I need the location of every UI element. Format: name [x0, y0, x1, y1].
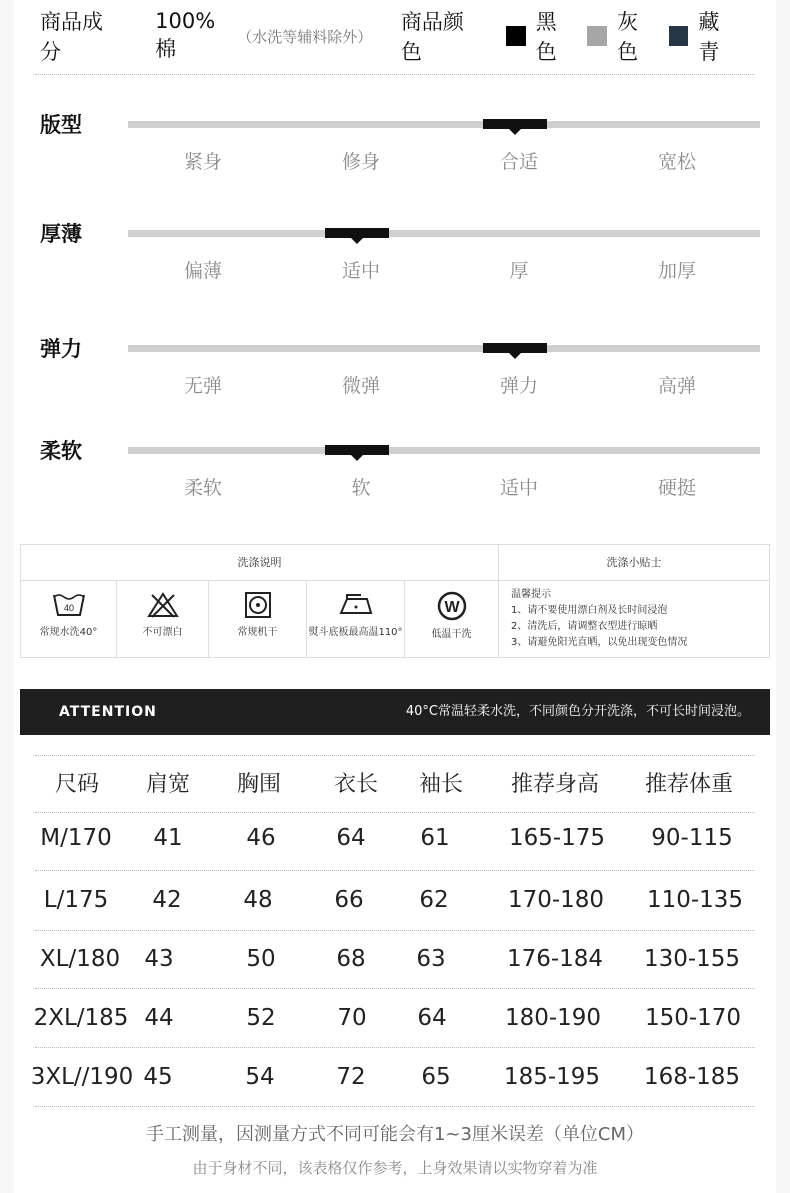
- divider: [35, 988, 755, 989]
- size-cell: XL/180: [39, 946, 121, 972]
- color-name-gray: 灰色: [617, 10, 639, 64]
- attribute-option: 柔软: [183, 477, 222, 499]
- reference-note: 由于身材不同，该表格仅作参考，上身效果请以实物穿着为准: [192, 1159, 598, 1177]
- attribute-option: 硬挺: [657, 477, 696, 499]
- divider: [35, 1047, 755, 1048]
- size-cell: 44: [144, 1005, 174, 1031]
- no-bleach-icon: [146, 591, 180, 619]
- attention-text: 40°C常温轻柔水洗，不同颜色分开洗涤，不可长时间浸泡。: [405, 704, 750, 719]
- attribute-title: 弹力: [40, 337, 82, 361]
- wash-item-label: 不可漂白: [142, 627, 183, 638]
- attribute-track: [128, 121, 760, 128]
- attribute-option: 弹力: [499, 375, 538, 397]
- size-cell: 64: [417, 1005, 447, 1031]
- attribute-option: 无弹: [183, 375, 222, 397]
- product-header: [40, 9, 750, 64]
- color-name-black: 黑色: [535, 10, 557, 64]
- size-cell: 185-195: [503, 1064, 601, 1090]
- measurement-note: 手工测量，因测量方式不同可能会有1~3厘米误差（单位CM）: [145, 1124, 645, 1145]
- attribute-option: 紧身: [183, 151, 222, 173]
- composition-note: （水洗等辅料除外）: [237, 27, 373, 46]
- size-cell: 62: [419, 887, 449, 913]
- size-cell: 70: [337, 1005, 367, 1031]
- size-cell: 90-115: [651, 825, 733, 851]
- size-cell: 2XL/185: [33, 1005, 129, 1031]
- attribute-option: 适中: [341, 260, 380, 282]
- size-cell: 168-185: [643, 1064, 741, 1090]
- size-col-header: 推荐身高: [510, 772, 600, 797]
- size-cell: 180-190: [504, 1005, 602, 1031]
- wash-item-label: 熨斗底板最高温110°: [308, 627, 403, 638]
- wash-tips: [511, 587, 687, 651]
- size-cell: 110-135: [646, 887, 744, 913]
- size-cell: 165-175: [508, 825, 606, 851]
- wash-instructions-header: 洗涤说明: [21, 545, 499, 581]
- wash-item-label: 低温干洗: [431, 629, 472, 640]
- size-col-header: 衣长: [333, 772, 379, 797]
- wash-tips-header: 洗涤小贴士: [499, 545, 769, 581]
- color-swatch-gray: [587, 26, 607, 46]
- attention-label: ATTENTION: [59, 704, 157, 720]
- attribute-option: 软: [351, 477, 371, 499]
- divider: [35, 812, 755, 813]
- attribute-option: 微弹: [341, 375, 380, 397]
- size-cell: 176-184: [506, 946, 604, 972]
- size-cell: 48: [243, 887, 273, 913]
- wash-item-label: 常规机干: [237, 627, 278, 638]
- color-label: 商品颜色: [400, 10, 464, 64]
- wash-40-icon: [52, 591, 86, 619]
- attribute-marker: [483, 119, 547, 129]
- size-cell: M/170: [40, 825, 112, 851]
- divider: [35, 930, 755, 931]
- tumble-dry-icon: [241, 591, 275, 619]
- size-cell: 41: [153, 825, 183, 851]
- size-cell: 43: [144, 946, 174, 972]
- attribute-option: 修身: [341, 151, 380, 173]
- attribute-option: 偏薄: [183, 260, 222, 282]
- size-cell: 63: [416, 946, 446, 972]
- size-cell: 50: [246, 946, 276, 972]
- size-col-header: 尺码: [54, 772, 100, 797]
- attribute-track: [128, 345, 760, 352]
- wash-item: [21, 581, 117, 658]
- divider: [35, 755, 755, 756]
- tip-item: 1、请不要使用漂白剂及长时间浸泡: [511, 605, 668, 616]
- attribute-marker: [483, 343, 547, 353]
- attribute-option: 厚: [509, 260, 529, 282]
- attribute-fit: [0, 113, 790, 181]
- color-swatch-black: [506, 26, 526, 46]
- attribute-title: 版型: [40, 113, 82, 137]
- attribute-softness: [0, 439, 790, 507]
- attention-bar: [20, 689, 770, 735]
- composition-label: 商品成分: [40, 10, 103, 64]
- attribute-thickness: [0, 222, 790, 290]
- size-cell: L/175: [43, 887, 109, 913]
- wash-instructions-table: [20, 544, 770, 658]
- size-cell: 45: [143, 1064, 173, 1090]
- attribute-title: 柔软: [40, 439, 82, 463]
- wash-item: [209, 581, 307, 658]
- dry-clean-icon: [435, 591, 469, 621]
- size-cell: 42: [152, 887, 182, 913]
- attribute-marker: [325, 445, 389, 455]
- attribute-option: 适中: [499, 477, 538, 499]
- color-name-navy: 藏青: [698, 10, 720, 64]
- attribute-elasticity: [0, 337, 790, 405]
- divider: [35, 1106, 755, 1107]
- size-col-header: 肩宽: [145, 772, 191, 797]
- size-cell: 54: [245, 1064, 275, 1090]
- divider: [35, 870, 755, 871]
- wash-item: [117, 581, 209, 658]
- attribute-option: 宽松: [657, 151, 696, 173]
- tip-item: 3、请避免阳光直晒，以免出现变色情况: [511, 637, 688, 648]
- size-cell: 65: [421, 1064, 451, 1090]
- dry-clean-letter: W: [443, 599, 460, 616]
- size-cell: 150-170: [644, 1005, 742, 1031]
- attribute-option: 加厚: [657, 260, 696, 282]
- composition-value: 100%棉: [155, 9, 216, 61]
- color-swatch-navy: [669, 26, 689, 46]
- wash-item: [405, 581, 499, 658]
- tip-item: 2、清洗后，请调整衣型进行晾晒: [511, 621, 658, 632]
- wash-item-label: 常规水洗40°: [39, 627, 98, 638]
- size-col-header: 推荐体重: [644, 772, 734, 797]
- size-cell: 52: [246, 1005, 276, 1031]
- size-cell: 68: [336, 946, 366, 972]
- size-cell: 61: [420, 825, 450, 851]
- tips-heading: 温馨提示: [511, 589, 551, 600]
- size-cell: 3XL//190: [30, 1064, 134, 1090]
- divider: [35, 74, 755, 75]
- size-cell: 170-180: [507, 887, 605, 913]
- attribute-track: [128, 447, 760, 454]
- size-col-header: 胸围: [236, 772, 282, 797]
- attribute-option: 高弹: [657, 375, 696, 397]
- wash-item: [307, 581, 405, 658]
- size-cell: 64: [336, 825, 366, 851]
- attribute-title: 厚薄: [40, 222, 82, 246]
- attribute-track: [128, 230, 760, 237]
- wash-temperature: 40: [63, 603, 74, 613]
- iron-icon: [337, 591, 375, 619]
- size-cell: 46: [246, 825, 276, 851]
- size-cell: 66: [334, 887, 364, 913]
- attribute-marker: [325, 228, 389, 238]
- size-cell: 130-155: [643, 946, 741, 972]
- size-cell: 72: [336, 1064, 366, 1090]
- size-col-header: 袖长: [418, 772, 464, 797]
- attribute-option: 合适: [499, 151, 538, 173]
